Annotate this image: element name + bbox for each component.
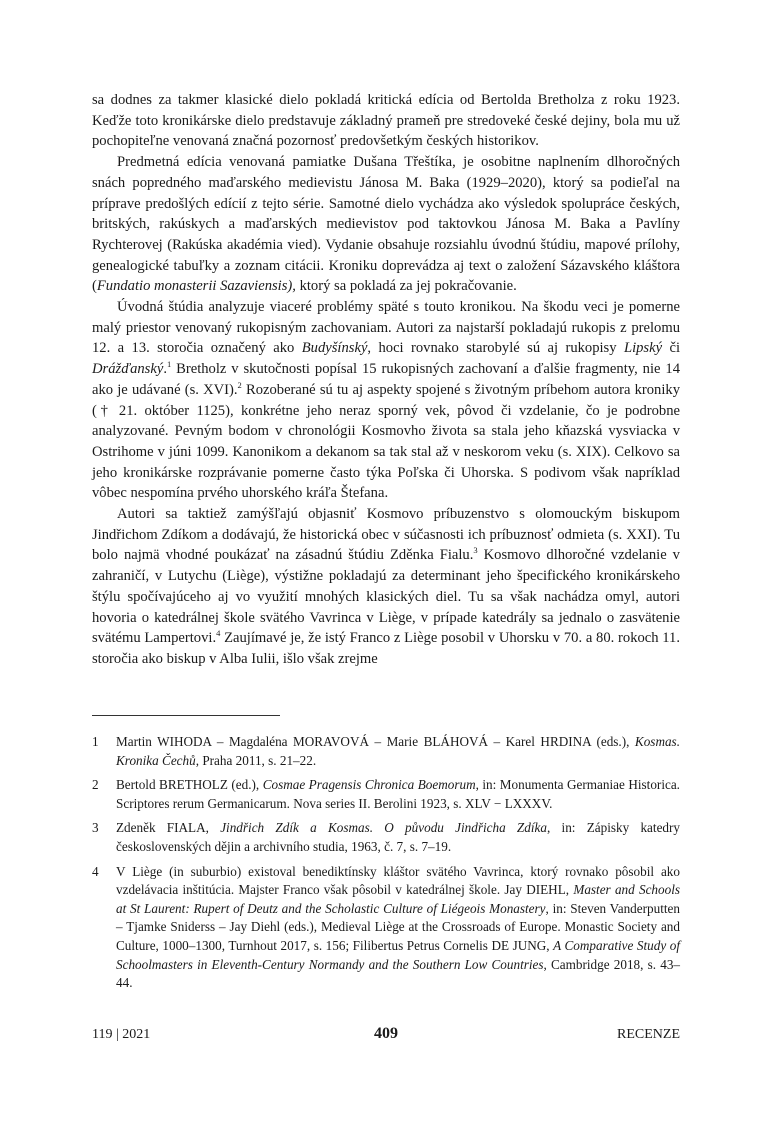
- section-name: RECENZE: [617, 1027, 680, 1042]
- footnotes: [92, 733, 680, 999]
- text-run: ktorý sa pokladá za jej pokračovanie.: [295, 278, 517, 295]
- italic-text: Drážďanský: [92, 361, 164, 378]
- text-run: , in: Zápisky katedry československých dějin a archivního studia, 1963, č. 7, s. 7–19.: [116, 820, 681, 854]
- text-run: , Praha 2011, s. 21–22.: [195, 752, 317, 768]
- text-run: Kosmovo dlhoročné vzdelanie v zahraničí, v Lutychu (Liège), výstižne pokladajú za determinant jeho špecifického kronikárskeho štýlu spočívajúceho aj vo využití mnohých klasických diel. Tu sa však nachádza omyl, autori hovoria o katedrálnej škole svätého Vavrinca v Liège, v prípade katedrály sa jednalo o zasvätenie svätému Lampertovi.: [92, 547, 680, 647]
- italic-text: Budyšínský: [301, 340, 368, 357]
- text-run: Rozoberané sú tu aj aspekty spojené s životným príbehom autora kroniky († 21. október 1125), konkrétne jeho neraz sporný vek, pôvod či vzdelanie, čo je podrobne analyzované. Pevným bodom v chronológii Kosmovho života sa stala jeho kňazská vysviacka v Ostrihome v júni 1099. Kanonikom a dekanom sa tak stal až v neskorom veku (s. XIX). Celkovo sa jeho kronikárske rozprávanie pomerne často týka Poľska či Uhorska. S podivom však napríklad vôbec nespomína prvého uhorského kráľa Štefana.: [92, 381, 680, 502]
- footnote: [92, 776, 680, 813]
- footnote-number: 3: [92, 820, 99, 836]
- text-run: Zaujímavé je, že istý Franco z Liège posobil v Uhorsku v 70. a 80. rokoch 11. storočia ako biskup v Alba Iulii, išlo však zrejme: [92, 630, 680, 667]
- footnote-text: [116, 776, 680, 813]
- paragraph: [92, 152, 680, 297]
- italic-text: Master and Schools at St Laurent: Rupert of Deutz and the Scholastic Culture of Liégeois Monastery: [116, 882, 681, 916]
- text-run: Predmetná edícia venovaná pamiatke Dušana Třeštíka, je osobitne naplnením dlhoročných snách popredného maďarského medievistu Jánosa M. Baka (1929–2020), ktorý sa podieľal na príprave predošlých edícií z tejto série. Samotné dielo vychádza ako výsledok spolupráce českých, britských, rakúskych a maďarských medievistov pod taktovkou Jánosa M. Baka a Pavlíny Rychterovej (Rakúska akadémia vied). Vydanie obsahuje rozsiahlu úvodnú štúdiu, mapové prílohy, genealogické tabuľky a zoznam citácii. Kroniku doprevádza aj text o založení Sázavského kláštora (: [92, 154, 680, 295]
- text-run: , in: Steven Vanderputten – Tjamke Sniderss – Jay Diehl (eds.), Medieval Liège at the Crossroads of Europe. Monastic Society and Culture, 1000–1300, Turnhout 2017, s. 156; Filibertus Petrus Cornelis DE JUNG,: [116, 900, 680, 953]
- footnote-text: [116, 733, 680, 770]
- text-run: Bertold BRETHOLZ (ed.),: [116, 777, 263, 793]
- italic-text: Cosmae Pragensis Chronica Boemorum: [262, 777, 476, 793]
- italic-text: Lipský: [623, 340, 663, 357]
- italic-text: Jindřich Zdík a Kosmas. O původu Jindřicha Zdíka: [220, 820, 547, 836]
- footnote-number: 2: [92, 777, 99, 793]
- text-run: či: [662, 340, 681, 357]
- footnote-ref: 1: [166, 359, 172, 370]
- italic-text: Kosmas. Kronika Čechů: [116, 734, 680, 768]
- paragraph: [92, 90, 680, 152]
- footnote: [92, 733, 680, 770]
- footnote-number: 1: [92, 734, 99, 749]
- page-footer: [92, 1025, 680, 1049]
- text-run: Autori sa taktiež zamýšľajú objasniť Kosmovo príbuzenstvo s olomouckým biskupom Jindřichom Zdíkom a dodávajú, že historická obec v súčasnosti ich príbuznosť odmieta (s. XXI). Tu bolo najmä vhodné poukázať na zásadnú štúdiu Zděnka Fialu.: [92, 506, 680, 564]
- text-run: .: [163, 361, 167, 378]
- text-run: , Cambridge 2018, s. 43–44.: [116, 956, 681, 991]
- text-run: , in: Monumenta Germaniae Historica. Scriptores rerum Germanicarum. Nova series II. Berolini 1923, s. XLV − LXXXV.: [116, 777, 680, 811]
- footnote-text: [116, 863, 680, 993]
- journal-issue: 119 | 2021: [92, 1027, 151, 1042]
- text-run: Martin WIHODA – Magdaléna MORAVOVÁ – Marie BLÁHOVÁ – Karel HRDINA (eds.),: [116, 734, 635, 749]
- footnote: [92, 863, 680, 993]
- italic-text: A Comparative Study of Schoolmasters in Eleventh-Century Normandy and the Southern Low Countries: [116, 937, 680, 972]
- paragraph: [92, 297, 680, 504]
- footnote-ref: 4: [216, 628, 221, 639]
- footnote-text: [116, 819, 680, 856]
- footnote-separator: [92, 715, 280, 716]
- footnote-ref: 2: [237, 379, 242, 390]
- paragraph: [92, 504, 680, 670]
- footnote-ref: 3: [473, 545, 478, 556]
- text-run: , hoci rovnako starobylé sú aj rukopisy: [367, 340, 624, 357]
- footnote: [92, 819, 680, 856]
- text-run: sa dodnes za takmer klasické dielo pokladá kritická edícia od Bertolda Bretholza z roku 1923. Keďže toto kronikárske dielo predstavuje základný prameň pre stredoveké české dejiny, bola mu už pochopiteľne venovaná značná pozornosť predovšetkým českých historikov.: [92, 92, 680, 150]
- italic-text: Fundatio monasterii Sazaviensis),: [96, 278, 296, 295]
- text-run: Úvodná štúdia analyzuje viaceré problémy späté s touto kronikou. Na škodu veci je pomerne malý priestor venovaný rukopisným zachovaniam. Autori za najstarší pokladajú rukopis z prelomu 12. a 13. storočia označený ako: [92, 299, 680, 357]
- page-number: 409: [374, 1025, 398, 1042]
- body-text: [92, 90, 680, 670]
- footnote-number: 4: [92, 863, 99, 879]
- text-run: Bretholz v skutočnosti popísal 15 rukopisných zachovaní a ďalšie fragmenty, nie 14 ako je udávané (s. XVI).: [92, 361, 680, 398]
- text-run: Zdeněk FIALA,: [116, 820, 221, 836]
- text-run: V Liège (in suburbio) existoval benediktínsky kláštor svätého Vavrinca, ktorý rovnako pôsobil ako vzdelávacia inštitúcia. Majster Franco však pôsobil v katedrálnej škole. Jay DIEHL,: [116, 863, 680, 898]
